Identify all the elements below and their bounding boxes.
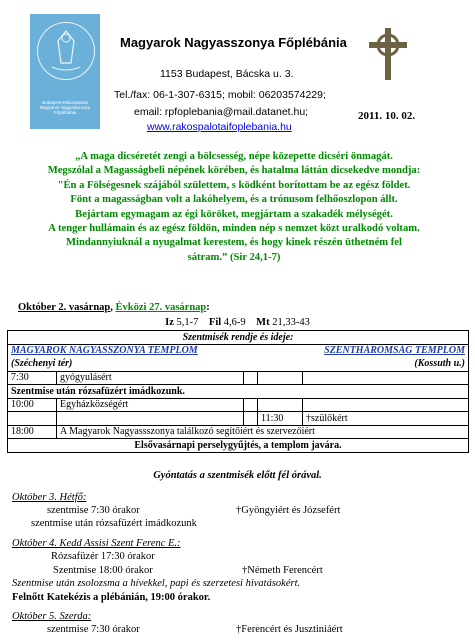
empty-cell [303,398,469,412]
logo-emblem [37,22,95,80]
reading-val: 5,1-7 [176,317,199,328]
readings [0,317,475,328]
email-line: email: rpfoplebania@mail.datanet.hu; [134,106,309,118]
confession-note: Gyóntatás a szentmisék előtt fél órával. [153,470,322,481]
mass-time: szentmise 7:30 órakor [47,505,140,516]
sunday-sep: , [110,302,116,313]
church2-name: SZENTHÁROMSÁG TEMPLOM [324,344,465,356]
empty-cell [57,412,244,426]
day-heading: Október 4. Kedd Assisi Szent Ferenc E.: [12,538,181,549]
day-heading: Október 3. Hétfő: [12,492,87,503]
church1-location: (Széchenyi tér) [11,357,73,369]
catechesis-note: Felnőtt Katekézis a plébánián, 19:00 órakor. [12,592,211,603]
intention-cell: †szülőkért [303,412,469,426]
celtic-cross-icon [365,26,411,82]
empty-cell [244,371,258,385]
mass-intention: †Németh Ferencért [242,565,323,576]
empty-cell [258,398,303,412]
reading-ref: Fil [208,317,222,328]
empty-cell [8,412,57,426]
day-note: szentmise után rózsafüzért imádkozunk [31,518,197,529]
reading-ref: Mt [256,317,270,328]
day-heading: Október 5. Szerda: [12,611,92,622]
empty-cell [244,398,258,412]
empty-cell [303,371,469,385]
mass-schedule-table [7,330,469,453]
time-cell: 10:00 [8,398,57,412]
quote-line: "Én a Fölségesnek szájából születtem, s ködként borítottam be az egész földet. [57,179,411,191]
rosary-time: Rózsafüzér 17:30 órakor [51,551,155,562]
church-header-cell [8,344,469,371]
quote-line: Bejártam egymagam az égi köröket, megjártam a szakadék mélységét. [75,208,393,220]
mass-time: szentmise 7:30 órakor [47,624,140,635]
intention-cell: Egyházközségért [57,398,244,412]
mass-intention: †Gyöngyiért és Józsefért [236,505,341,516]
intention-cell: A Magyarok Nagyassszonya találkozó segítőiért és szervezőiért [57,425,469,439]
reading-ref: Iz [165,317,174,328]
empty-cell [244,412,258,426]
reading-val: 4,6-9 [223,317,246,328]
quote-line: Megszólal a Magasságbeli népének körében, és hatalma láttán dicsekedve mondja: [47,165,421,177]
reading-val: 21,33-43 [272,317,310,328]
phone-line: Tel./fax: 06-1-307-6315; mobil: 06203574229; [114,89,326,101]
website-link[interactable]: www.rakospalotaifoplebania.hu [147,121,292,133]
collection-note: Elsővasárnapi perselygyűjtés, a templom javára. [8,439,469,453]
quote-line: A tenger hullámain és az egész földön, minden nép s nemzet közt uralkodó voltam. [48,223,420,235]
schedule-title: Szentmisék rendje és ideje: [8,331,469,345]
schedule-note: Szentmise után rózsafüzért imádkozunk. [8,385,469,399]
sunday-date: Október 2. vasárnap [18,302,111,313]
time-cell: 18:00 [8,425,57,439]
church2-location: (Kossuth u.) [414,357,465,369]
mass-intention: †Ferencért és Jusztiniáért [236,624,343,635]
church1-name: MAGYAROK NAGYASSZONYA TEMPLOM [11,344,198,356]
sunday-colon: : [206,302,210,313]
address: 1153 Budapest, Bácska u. 3. [160,68,294,80]
parish-title: Magyarok Nagyasszonya Főplébánia [120,35,347,50]
quote-line: sátram.” (Sir 24,1-7) [187,251,281,263]
day-note: Szentmise után zsolozsma a hívekkel, papi és szerzetesi hivatásokért. [12,578,301,589]
parish-logo [30,14,100,129]
logo-text: Budapest-Rákospalota Magyarok Nagyasszonya Főplébánia [39,100,91,115]
sunday-name: Évközi 27. vasárnap [115,302,207,313]
quote-line: „A maga dicséretét zengi a bölcsesség, népe közepette dicséri önmagát. [75,151,393,162]
quote-line: Fönt a magasságban volt a lakóhelyem, és a trónusom felhőoszlopon állt. [70,194,398,206]
bulletin-date: 2011. 10. 02. [358,110,416,122]
sunday-heading [18,302,210,313]
scripture-quote [14,150,454,265]
empty-cell [258,371,303,385]
quote-line: Mindannyiuknál a nyugalmat kerestem, és hogy kinek részén üthetném fel [66,237,402,249]
time-cell: 7:30 [8,371,57,385]
mass-time: Szentmise 18:00 órakor [53,565,153,576]
intention-cell: gyógyulásért [57,371,244,385]
time-cell: 11:30 [258,412,303,426]
